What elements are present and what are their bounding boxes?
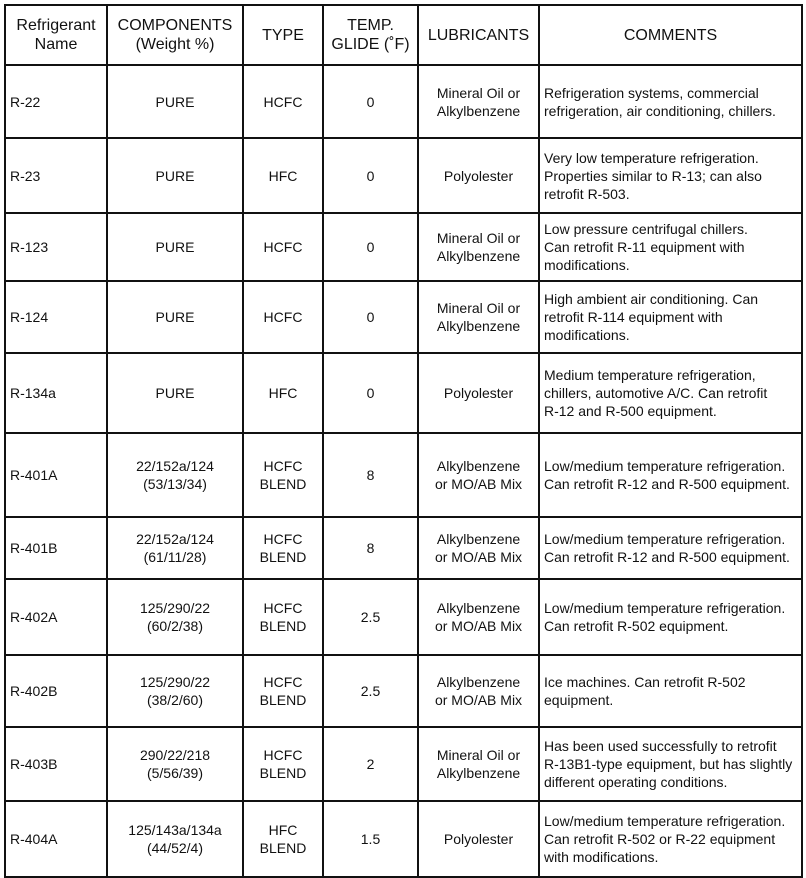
cell-lubricants: Alkylbenzene or MO/AB Mix <box>418 433 539 517</box>
cell-type: HCFC BLEND <box>243 433 323 517</box>
cell-lubricants: Alkylbenzene or MO/AB Mix <box>418 655 539 727</box>
cell-type: HCFC BLEND <box>243 579 323 655</box>
cell-type: HCFC BLEND <box>243 655 323 727</box>
cell-type: HCFC <box>243 281 323 353</box>
cell-lubricants: Alkylbenzene or MO/AB Mix <box>418 517 539 579</box>
cell-type: HFC BLEND <box>243 801 323 877</box>
cell-name: R-23 <box>5 138 107 213</box>
cell-type: HCFC BLEND <box>243 517 323 579</box>
cell-glide: 0 <box>323 65 418 138</box>
table-row <box>5 579 802 655</box>
cell-lubricants: Mineral Oil or Alkylbenzene <box>418 727 539 801</box>
cell-components: PURE <box>107 353 243 433</box>
cell-glide: 0 <box>323 138 418 213</box>
cell-name: R-124 <box>5 281 107 353</box>
cell-comments: Low pressure centrifugal chillers. Can retrofit R-11 equipment with modifications. <box>539 213 802 281</box>
cell-lubricants: Polyolester <box>418 801 539 877</box>
cell-glide: 0 <box>323 213 418 281</box>
cell-components: 125/290/22 (60/2/38) <box>107 579 243 655</box>
cell-glide: 8 <box>323 433 418 517</box>
cell-type: HCFC BLEND <box>243 727 323 801</box>
cell-name: R-402B <box>5 655 107 727</box>
cell-comments: Very low temperature refrigeration. Properties similar to R-13; can also retrofit R-503. <box>539 138 802 213</box>
cell-components: 125/290/22 (38/2/60) <box>107 655 243 727</box>
header-temp-glide: TEMP. GLIDE (˚F) <box>323 5 418 65</box>
header-lubricants: LUBRICANTS <box>418 5 539 65</box>
cell-name: R-22 <box>5 65 107 138</box>
cell-glide: 8 <box>323 517 418 579</box>
table-row <box>5 281 802 353</box>
cell-components: 290/22/218 (5/56/39) <box>107 727 243 801</box>
cell-glide: 0 <box>323 281 418 353</box>
cell-lubricants: Polyolester <box>418 353 539 433</box>
cell-glide: 0 <box>323 353 418 433</box>
cell-name: R-402A <box>5 579 107 655</box>
cell-lubricants: Mineral Oil or Alkylbenzene <box>418 213 539 281</box>
cell-components: PURE <box>107 65 243 138</box>
table-row <box>5 65 802 138</box>
cell-lubricants: Mineral Oil or Alkylbenzene <box>418 281 539 353</box>
cell-lubricants: Polyolester <box>418 138 539 213</box>
cell-components: PURE <box>107 138 243 213</box>
refrigerant-table <box>4 4 803 878</box>
table-row <box>5 433 802 517</box>
header-comments: COMMENTS <box>539 5 802 65</box>
cell-comments: Ice machines. Can retrofit R-502 equipment. <box>539 655 802 727</box>
cell-glide: 2.5 <box>323 655 418 727</box>
cell-type: HCFC <box>243 213 323 281</box>
cell-type: HFC <box>243 353 323 433</box>
table-row <box>5 801 802 877</box>
cell-name: R-134a <box>5 353 107 433</box>
table-body <box>5 65 802 877</box>
cell-comments: Low/medium temperature refrigeration. Can retrofit R-502 equipment. <box>539 579 802 655</box>
cell-comments: Refrigeration systems, commercial refrigeration, air conditioning, chillers. <box>539 65 802 138</box>
cell-glide: 2 <box>323 727 418 801</box>
table-row <box>5 727 802 801</box>
table-row <box>5 213 802 281</box>
cell-lubricants: Alkylbenzene or MO/AB Mix <box>418 579 539 655</box>
cell-comments: Low/medium temperature refrigeration. Can retrofit R-12 and R-500 equipment. <box>539 433 802 517</box>
table-row <box>5 517 802 579</box>
cell-type: HFC <box>243 138 323 213</box>
header-refrigerant-name: Refrigerant Name <box>5 5 107 65</box>
cell-lubricants: Mineral Oil or Alkylbenzene <box>418 65 539 138</box>
header-row <box>5 5 802 65</box>
cell-name: R-404A <box>5 801 107 877</box>
cell-name: R-403B <box>5 727 107 801</box>
cell-comments: Has been used successfully to retrofit R-13B1-type equipment, but has slightly different operating conditions. <box>539 727 802 801</box>
cell-comments: High ambient air conditioning. Can retrofit R-114 equipment with modifications. <box>539 281 802 353</box>
cell-comments: Low/medium temperature refrigeration. Can retrofit R-12 and R-500 equipment. <box>539 517 802 579</box>
table-row <box>5 138 802 213</box>
cell-components: PURE <box>107 281 243 353</box>
cell-components: PURE <box>107 213 243 281</box>
cell-name: R-401B <box>5 517 107 579</box>
cell-name: R-401A <box>5 433 107 517</box>
cell-components: 22/152a/124 (53/13/34) <box>107 433 243 517</box>
cell-glide: 1.5 <box>323 801 418 877</box>
cell-name: R-123 <box>5 213 107 281</box>
cell-glide: 2.5 <box>323 579 418 655</box>
cell-type: HCFC <box>243 65 323 138</box>
table-row <box>5 655 802 727</box>
cell-components: 125/143a/134a (44/52/4) <box>107 801 243 877</box>
cell-components: 22/152a/124 (61/11/28) <box>107 517 243 579</box>
cell-comments: Medium temperature refrigeration, chillers, automotive A/C. Can retrofit R-12 and R-500 equipment. <box>539 353 802 433</box>
table-row <box>5 353 802 433</box>
header-type: TYPE <box>243 5 323 65</box>
cell-comments: Low/medium temperature refrigeration. Can retrofit R-502 or R-22 equipment with modifications. <box>539 801 802 877</box>
header-components: COMPONENTS (Weight %) <box>107 5 243 65</box>
